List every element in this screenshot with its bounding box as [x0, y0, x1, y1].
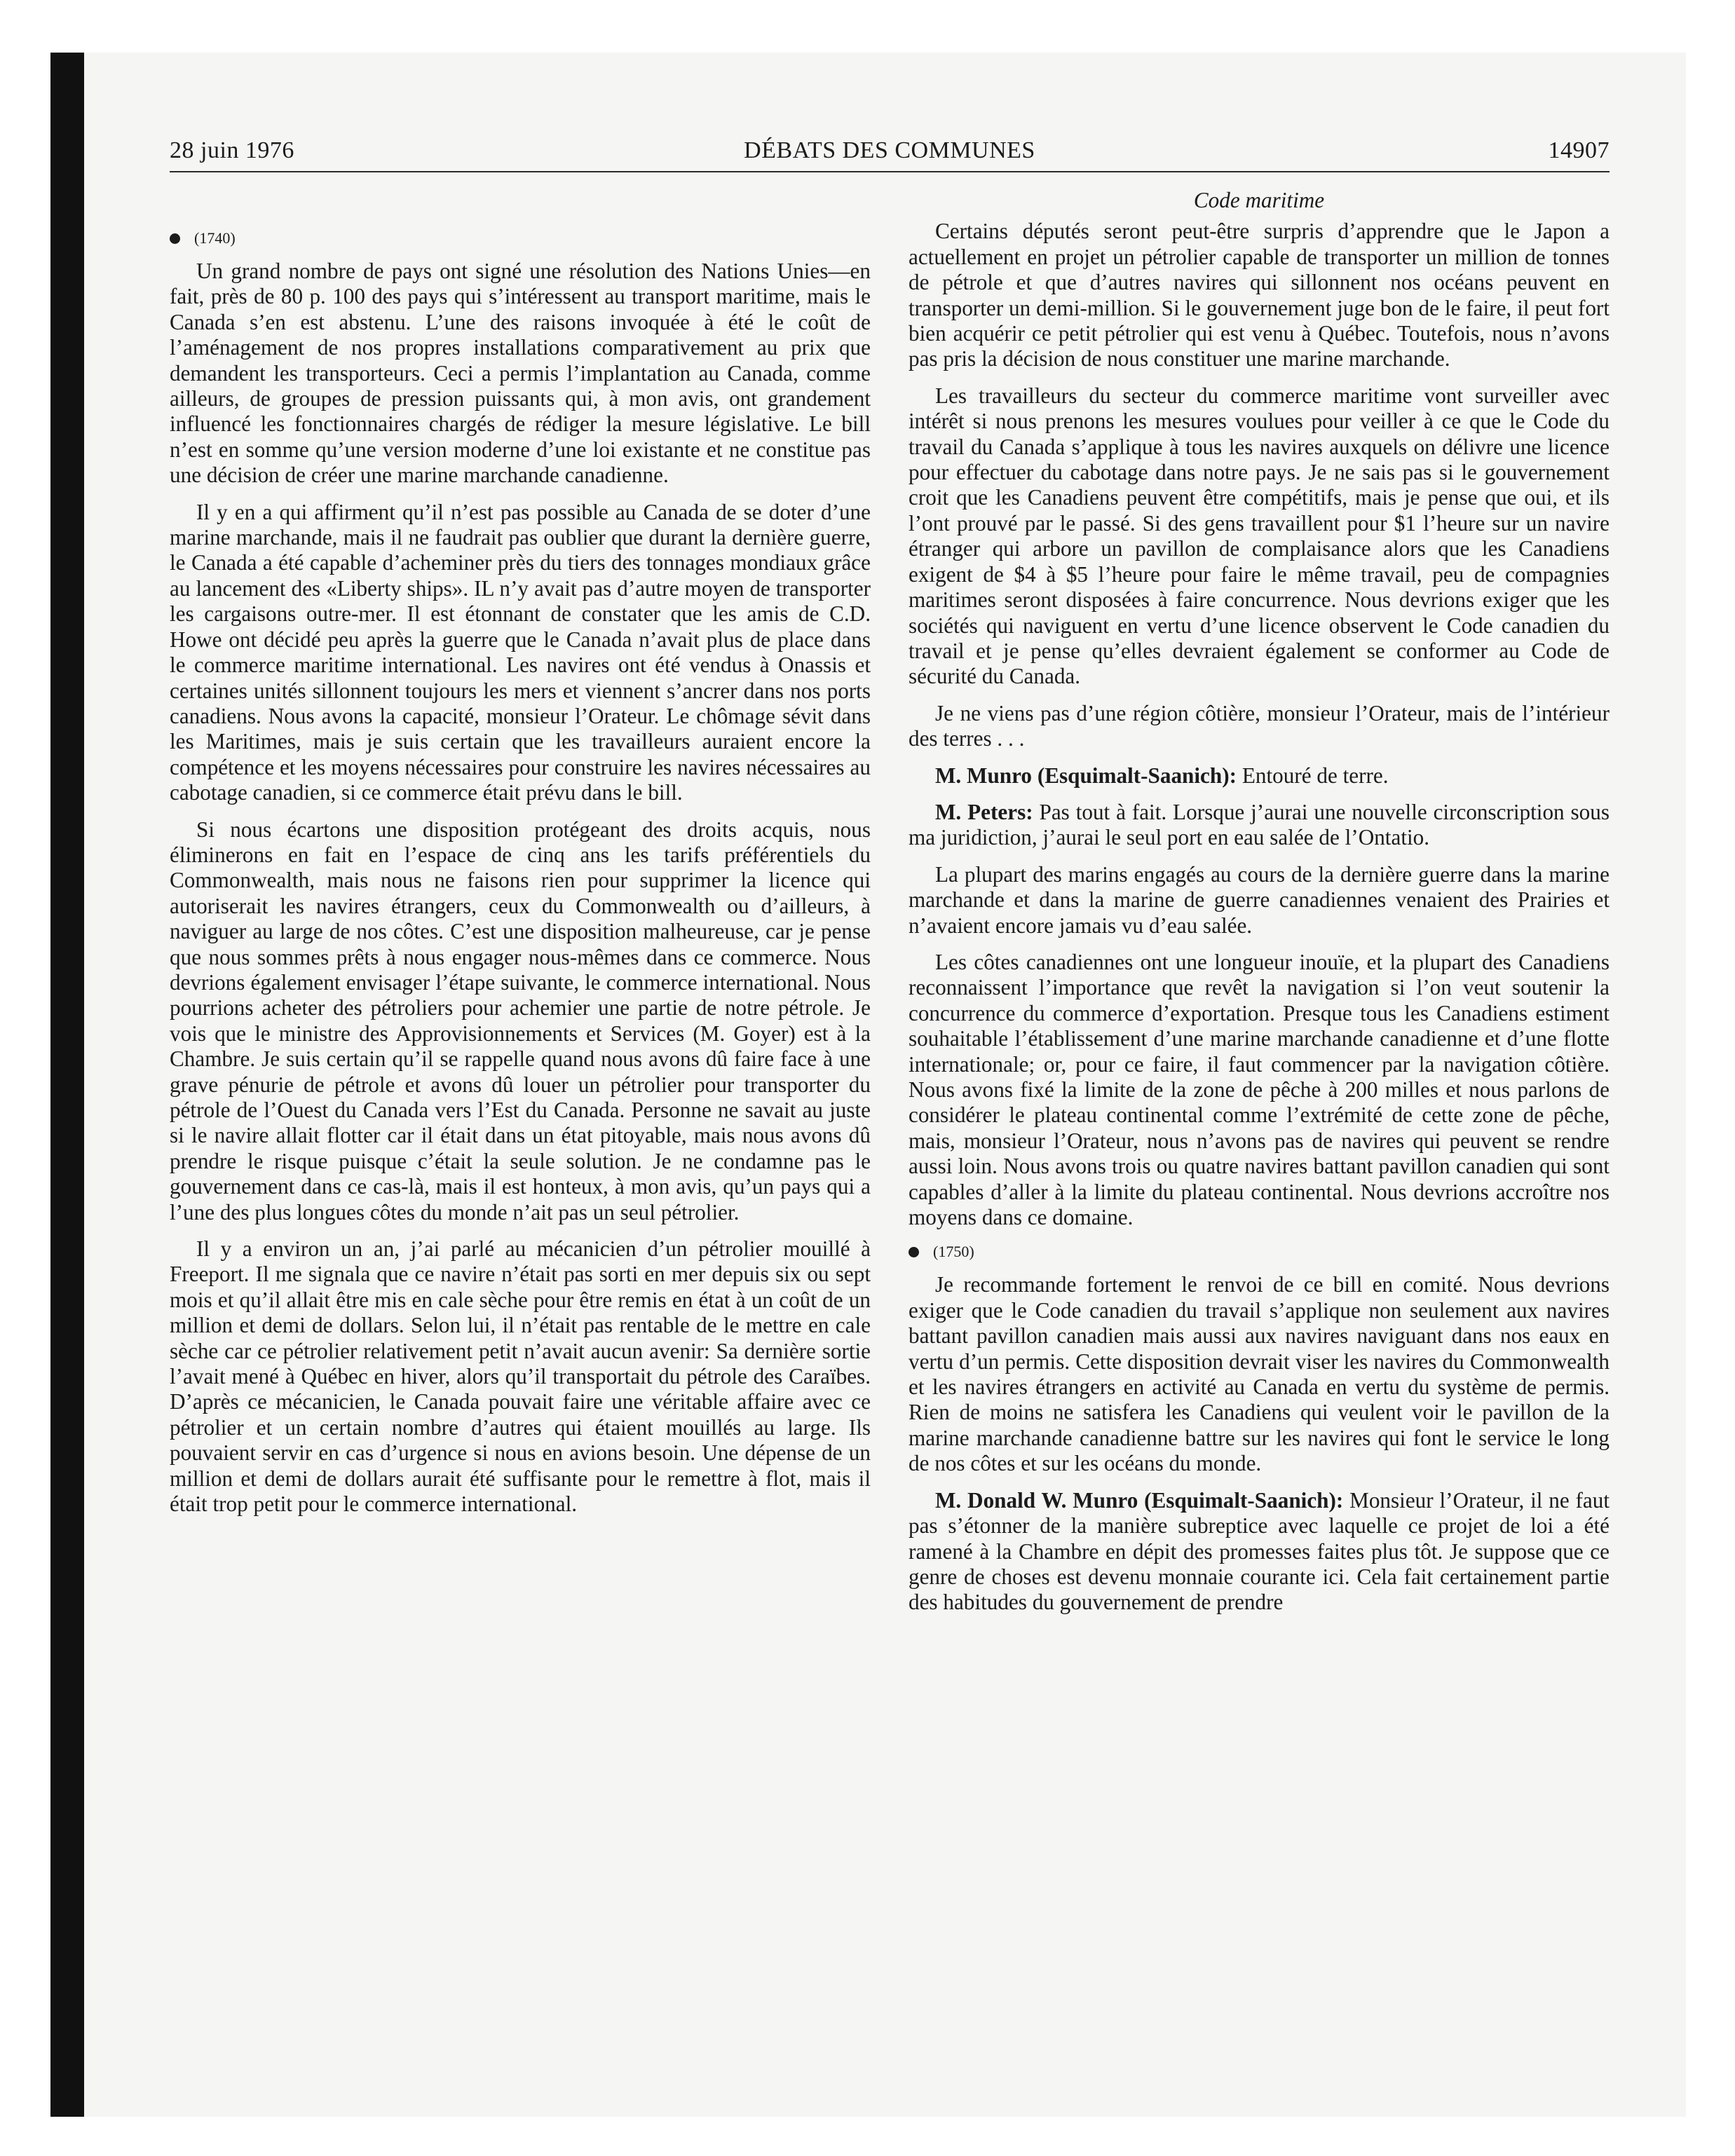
speaker-name: M. Peters:	[935, 799, 1033, 824]
speech-text: Monsieur l’Orateur, il ne faut pas s’étonner de la manière subreptice avec laquelle ce projet de loi a été ramené à la Chambre en dépit des promesses faites plus tôt. Je suppose que ce genre de choses est devenu monnaie courante ici. Cela fait certainement partie des habitudes du gouvernement de prendre	[909, 1487, 1610, 1615]
paragraph: Je ne viens pas d’une région côtière, monsieur l’Orateur, mais de l’intérieur des terres . . .	[909, 700, 1610, 751]
paragraph: La plupart des marins engagés au cours de la dernière guerre dans la marine marchande et dans la marine de guerre canadiennes venaient des Prairies et n’avaient encore jamais vu d’eau salée.	[909, 861, 1610, 938]
header-page-number: 14907	[1548, 137, 1610, 163]
speech-text: Entouré de terre.	[1237, 763, 1389, 788]
bullet-dot-icon	[170, 233, 180, 244]
paragraph: Les travailleurs du secteur du commerce maritime vont surveiller avec intérêt si nous prenons les mesures voulues pour veiller à ce que le Code du travail du Canada s’applique à tous les navires auxquels on délivre une licence pour effectuer du cabotage dans notre pays. Je ne sais pas si le gouvernement croit que les Canadiens peuvent être compétitifs, mais je pense que oui, et ils l’ont prouvé par le passé. Si des gens travaillent pour $1 l’heure sur un navire étranger qui arbore un pavillon de complaisance alors que les Canadiens exigent de $4 à $5 l’heure pour faire le même travail, peu de compagnies maritimes seront disposées à faire concurrence. Nous devrions exiger que les sociétés qui naviguent en vertu d’une licence observent le Code canadien du travail et je pense qu’elles devraient également se conformer au Code de sécurité du Canada.	[909, 383, 1610, 689]
paragraph: Les côtes canadiennes ont une longueur inouïe, et la plupart des Canadiens reconnaissent l’importance que revêt la navigation si l’on veut soutenir la concurrence du commerce d’exportation. Presque tous les Canadiens estiment souhaitable l’établissement d’une marine marchande canadienne et d’une flotte internationale; or, pour ce faire, il faut commencer par la navigation côtière. Nous avons fixé la limite de la zone de pêche à 200 milles et nous parlons de considérer le plateau continental comme l’extrémité de cette zone de pêche, mais, monsieur l’Orateur, nous n’avons pas de navires qui peuvent se rendre aussi loin. Nous avons trois ou quatre navires battant pavillon canadien qui sont capables d’aller à la limite du plateau continental. Nous devrions accroître nos moyens dans ce domaine.	[909, 949, 1610, 1230]
interjection	[909, 1488, 1610, 1616]
right-column	[909, 188, 1610, 1627]
paragraph: Il y en a qui affirment qu’il n’est pas possible au Canada de se doter d’une marine marchande, mais il ne faudrait pas oublier que durant la dernière guerre, le Canada a été capable d’acheminer près du tiers des tonnages mondiaux grâce au lancement des «Liberty ships». IL n’y avait pas d’autre moyen de transporter les cargaisons outre-mer. Il est étonnant de constater que les amis de C.D. Howe ont décidé peu après la guerre que le Canada n’avait plus de place dans le commerce maritime international. Les navires ont été vendus à Onassis et certaines unités sillonnent toujours les mers et viennent s’ancrer dans nos ports canadiens. Nous avons la capacité, monsieur l’Orateur. Le chômage sévit dans les Maritimes, mais je suis certain que les travailleurs auraient encore la compétence et les moyens nécessaires pour construire les navires nécessaires au cabotage canadien, si ce commerce était prévu dans le bill.	[170, 499, 871, 805]
interjection	[909, 800, 1610, 851]
header-title: DÉBATS DES COMMUNES	[744, 137, 1035, 163]
speaker-name: M. Donald W. Munro (Esquimalt-Saanich):	[935, 1487, 1344, 1513]
speech-text: Pas tout à fait. Lorsque j’aurai une nouvelle circonscription sous ma juridiction, j’aurai le seul port en eau salée de l’Ontatio.	[909, 799, 1610, 850]
interjection	[909, 763, 1610, 789]
left-column	[170, 228, 871, 1529]
header-date: 28 juin 1976	[170, 137, 294, 163]
bullet-dot-icon	[909, 1247, 919, 1257]
timestamp-text: (1740)	[194, 229, 236, 247]
speaker-name: M. Munro (Esquimalt-Saanich):	[935, 763, 1237, 788]
paragraph: Certains députés seront peut-être surpris d’apprendre que le Japon a actuellement en projet un pétrolier capable de transporter un million de tonnes de pétrole et que d’autres navires qui sillonnent nos océans peuvent en transporter un demi-million. Si le gouvernement juge bon de le faire, il peut fort bien acquérir ce petit pétrolier qui est venu à Québec. Toutefois, nous n’avons pas pris la décision de nous constituer une marine marchande.	[909, 219, 1610, 371]
section-title: Code maritime	[1193, 188, 1325, 212]
paragraph: Je recommande fortement le renvoi de ce bill en comité. Nous devrions exiger que le Code canadien du travail s’applique non seulement aux navires battant pavillon canadien mais aussi aux navires naviguant dans nos eaux en vertu d’un permis. Cette disposition devrait viser les navires du Commonwealth et les navires étrangers en activité au Canada en vertu du système de permis. Rien de moins ne satisfera les Canadiens qui veulent voir le pavillon de la marine marchande canadienne battre sur les navires qui font le service le long de nos côtes et sur les océans du monde.	[909, 1272, 1610, 1476]
page-header	[170, 137, 1610, 172]
timestamp-text: (1750)	[933, 1243, 974, 1261]
paragraph: Un grand nombre de pays ont signé une résolution des Nations Unies—en fait, près de 80 p. 100 des pays qui s’intéressent au transport maritime, mais le Canada s’en est abstenu. L’une des raisons invoquée à été le coût de l’aménagement de nos propres installations comparativement au prix que demandent les transporteurs. Ceci a permis l’implantation au Canada, comme ailleurs, de groupes de pression puissants qui, à mon avis, ont grandement influencé les fonctionnaires chargés de rédiger la mesure législative. Le bill n’est en somme qu’une version moderne d’une loi existante et ne constitue pas une décision de créer une marine marchande canadienne.	[170, 259, 871, 488]
paragraph: Si nous écartons une disposition protégeant des droits acquis, nous éliminerons en fait en l’espace de cinq ans les tarifs préférentiels du Commonwealth, mais nous ne faisons rien pour supprimer la licence qui autoriserait les navires étrangers, ceux du Commonwealth ou d’ailleurs, à naviguer au large de nos côtes. C’est une disposition malheureuse, car je pense que nous sommes prêts à nous engager nous-mêmes dans ce commerce. Nous devrions également envisager l’étape suivante, le commerce international. Nous pourrions acheter des pétroliers pour achemier une partie de notre pétrole. Je vois que le ministre des Approvisionnements et Services (M. Goyer) est à la Chambre. Je suis certain qu’il se rappelle quand nous avons dû faire face à une grave pénurie de pétrole et avons dû louer un pétrolier pour transporter du pétrole de l’Ouest du Canada vers l’Est du Canada. Personne ne savait au juste si le navire allait flotter car il était dans un état pitoyable, mais nous avons dû prendre le risque puisque c’était la seule solution. Je ne condamne pas le gouvernement dans ce cas-là, mais il est honteux, à mon avis, qu’un pays qui a l’une des plus longues côtes du monde n’ait pas un seul pétrolier.	[170, 817, 871, 1224]
timestamp-marker	[170, 228, 871, 249]
scan-border	[50, 53, 84, 2117]
timestamp-marker	[909, 1241, 1610, 1262]
paragraph: Il y a environ un an, j’ai parlé au mécanicien d’un pétrolier mouillé à Freeport. Il me signala que ce navire n’était pas sorti en mer depuis six ou sept mois et qu’il allait être mis en cale sèche pour être remis en état à un coût de un million et demi de dollars. Selon lui, il n’était pas rentable de le mettre en cale sèche car ce pétrolier relativement petit n’avait aucun avenir: Sa dernière sortie l’avait mené à Québec en hiver, alors qu’il transportait du pétrole des Caraïbes. D’après ce mécanicien, le Canada pouvait faire une véritable affaire avec ce pétrolier et un certain nombre d’autres qui étaient mouillés au large. Ils pouvaient servir en cas d’urgence si nous en avions besoin. Une dépense de un million et demi de dollars aurait été suffisante pour le remettre à flot, mais il était trop petit pour le commerce international.	[170, 1236, 871, 1517]
